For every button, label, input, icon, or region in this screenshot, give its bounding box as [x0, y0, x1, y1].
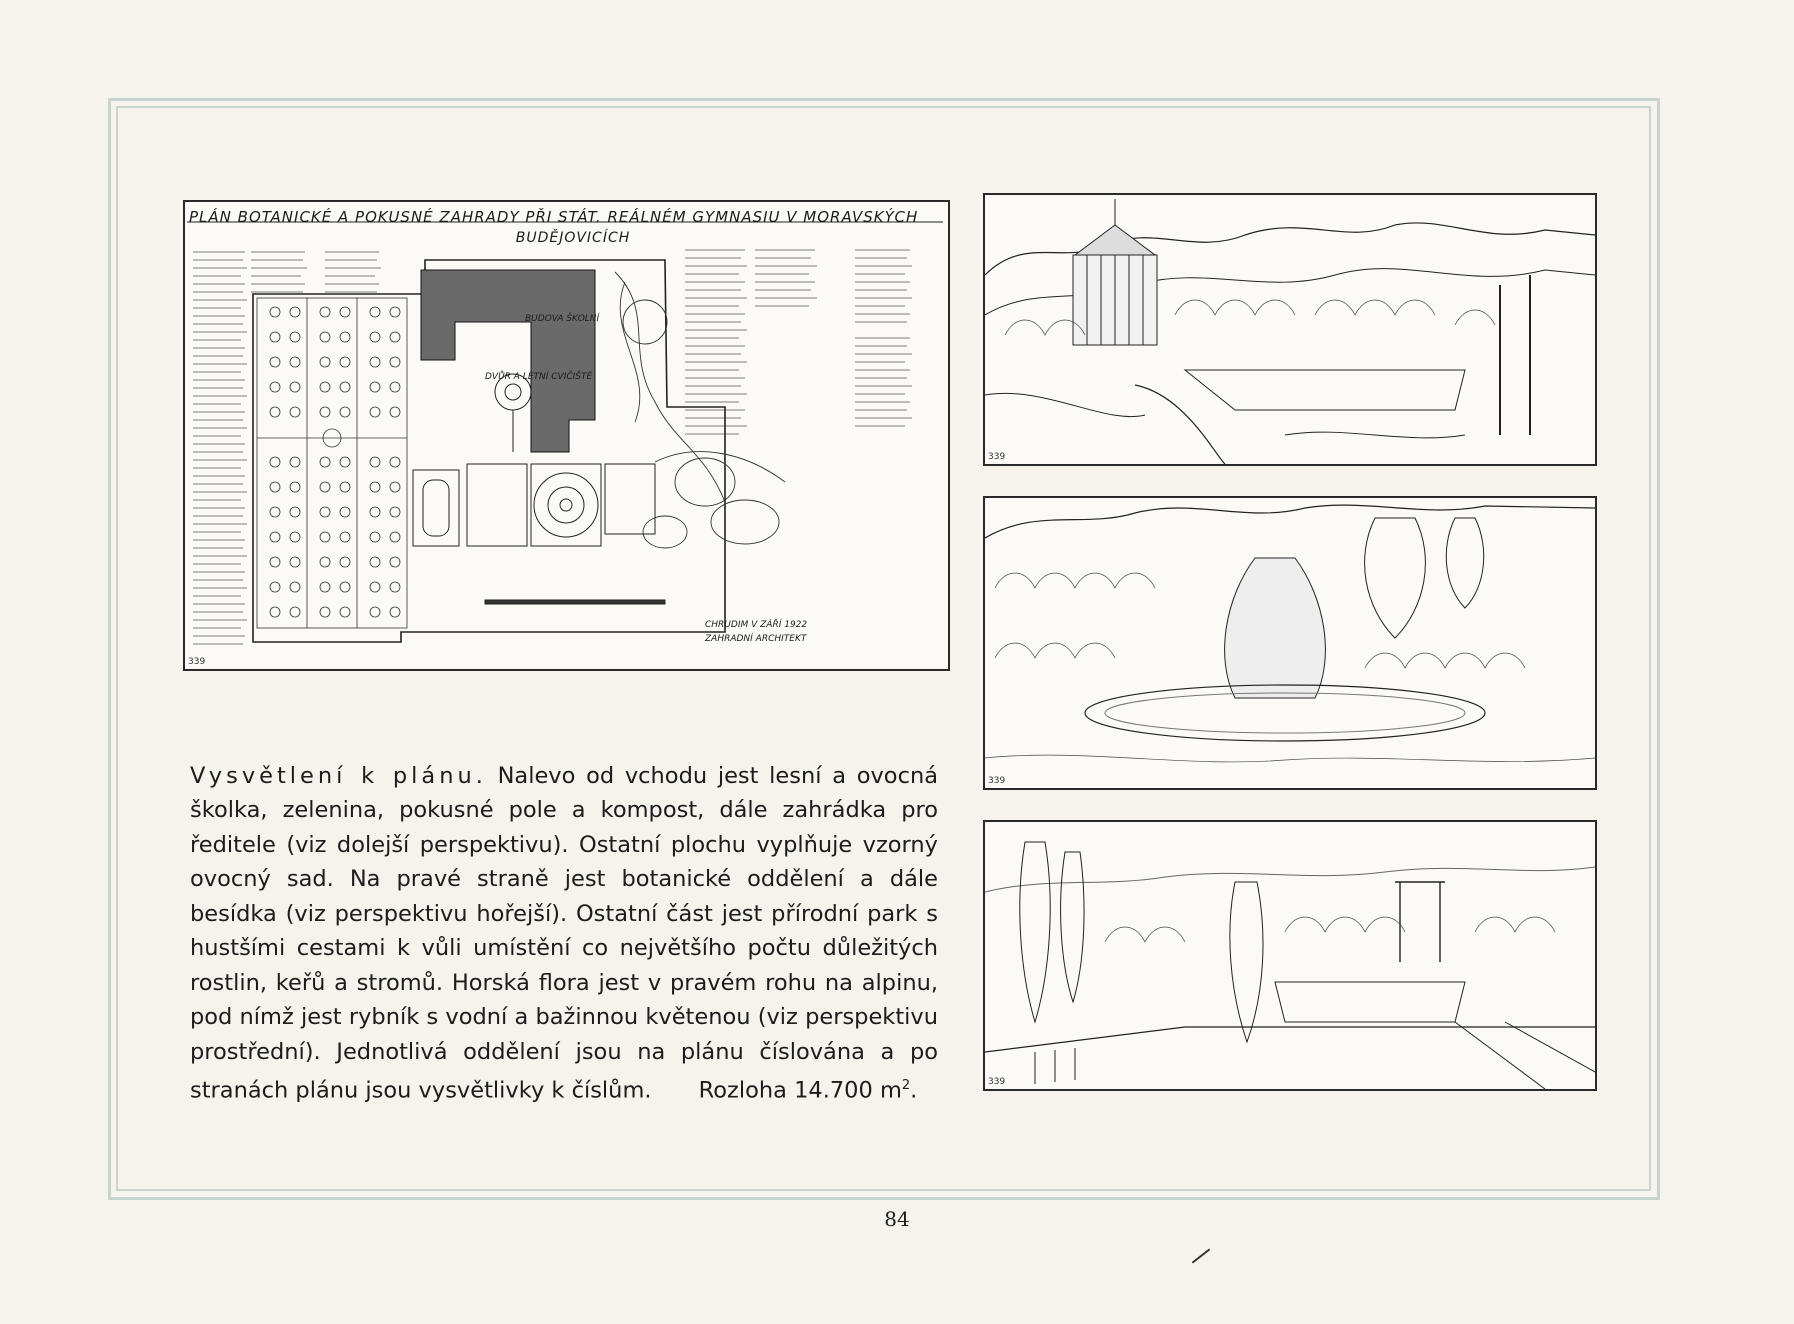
- plan-plate-number: 339: [188, 657, 206, 667]
- garden-plan-drawing: [185, 202, 948, 669]
- perspective-garden-plate-number: 339: [988, 1077, 1006, 1087]
- caption-text: Nalevo od vchodu jest lesní a ovocná školka, zelenina, pokusné pole a kompost, dále zahrádka pro ředitele (viz dolejší perspektivu). Ostatní plochu vyplňuje vzorný ovocný sad. Na pravé straně jest botanické oddělení a dále besídka (viz perspektivu hořejší). Ostatní část jest přírodní park s hustšími cestami k vůli umístění co největšího počtu důležitých rostlin, keřů a stromů. Horská flora jest v pravém rohu na alpinu, pod nímž jest rybník s vodní a bažinnou květenou (viz perspektivu prostřední). Jednotlivá oddělení jsou na plánu číslována a po stranách plánu jsou vysvětlivky k číslům.: [190, 762, 938, 1104]
- plan-court-label: DVŮR A LETNÍ CVIČIŠTĚ: [485, 372, 593, 382]
- pencil-mark: [1192, 1248, 1211, 1263]
- plan-signature-title: ZAHRADNÍ ARCHITEKT: [705, 634, 807, 644]
- caption-end: .: [910, 1077, 918, 1104]
- page-number: 84: [884, 1207, 910, 1231]
- perspective-gazebo-drawing: [985, 195, 1595, 464]
- caption-area-superscript: 2: [901, 1078, 911, 1093]
- perspective-gazebo-plate: [983, 193, 1597, 466]
- caption-area: Rozloha 14.700 m: [698, 1077, 902, 1104]
- plan-signature-date: CHRUDIM V ZÁŘÍ 1922: [705, 620, 808, 630]
- caption-lead: Vysvětlení k plánu.: [190, 762, 487, 789]
- perspective-pond-plate: [983, 496, 1597, 790]
- perspective-garden-plate: [983, 820, 1597, 1091]
- caption-paragraph: [190, 759, 938, 1109]
- perspective-pond-drawing: [985, 498, 1595, 788]
- perspective-pond-plate-number: 339: [988, 776, 1006, 786]
- perspective-garden-drawing: [985, 822, 1595, 1089]
- perspective-gazebo-plate-number: 339: [988, 452, 1006, 462]
- plan-building-label: BUDOVA ŠKOLNÍ: [525, 314, 600, 324]
- plan-subtitle: BUDĚJOVICÍCH: [515, 230, 631, 246]
- garden-plan-plate: [183, 200, 950, 671]
- plan-title: PLÁN BOTANICKÉ A POKUSNÉ ZAHRADY PŘI STÁT. REÁLNÉM GYMNASIU V MORAVSKÝCH: [189, 208, 919, 226]
